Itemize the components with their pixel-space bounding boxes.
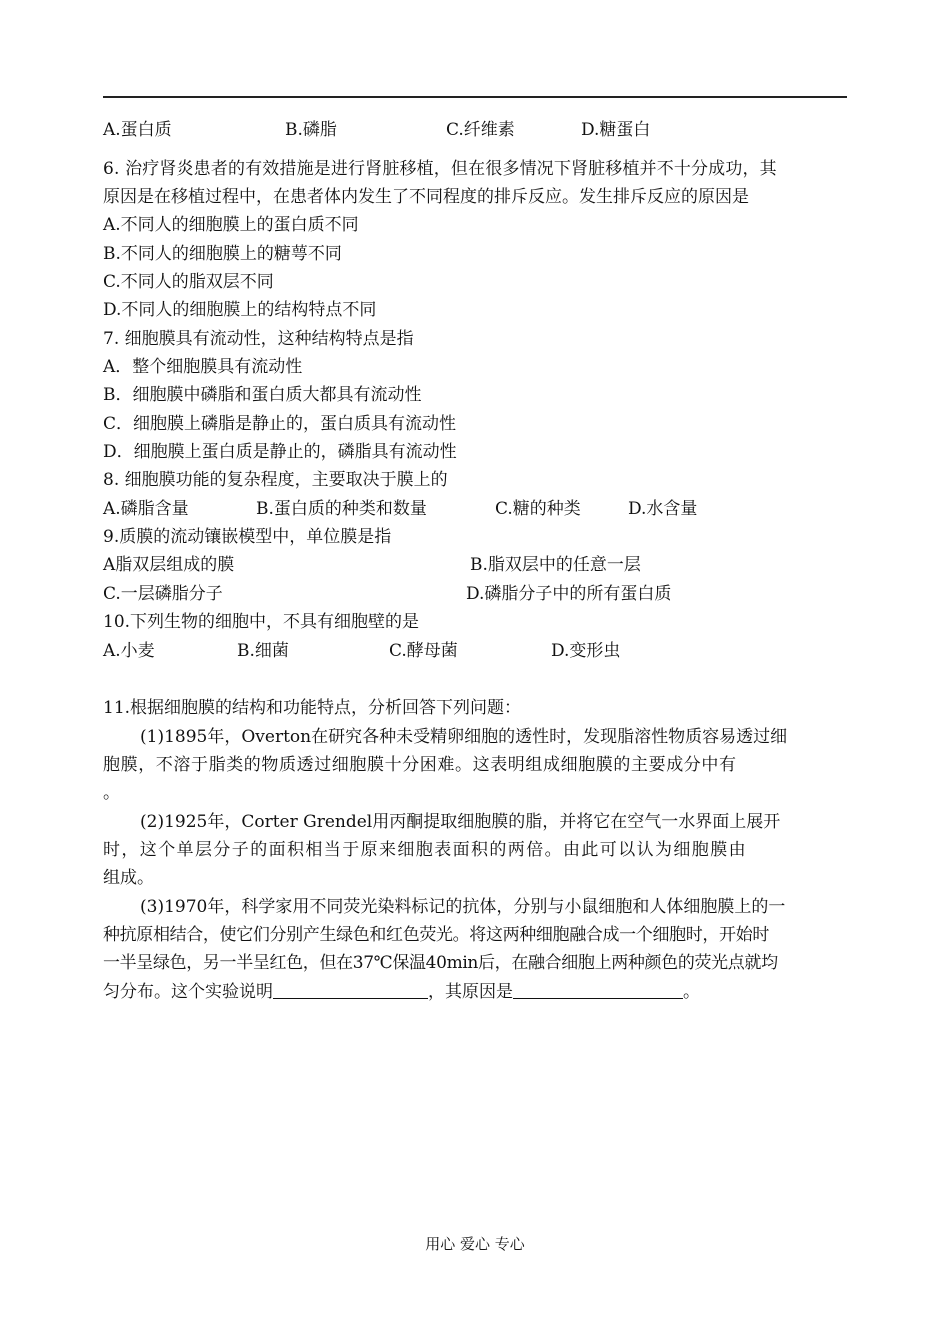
q11-part3-text-a: 匀分布。这个实验说明 [103, 982, 273, 1002]
q11-part1-line-1: (1)1895年，Overton在研究各种未受精卵细胞的透性时，发现脂溶性物质容易透过细 [140, 727, 788, 747]
q11-part3-text-b: ，其原因是 [428, 982, 513, 1002]
header-rule [103, 96, 847, 98]
q6-option-c: C.不同人的脂双层不同 [103, 272, 274, 292]
q6-option-d: D.不同人的细胞膜上的结构特点不同 [103, 300, 377, 320]
answer-blank-2[interactable] [513, 981, 683, 999]
page-footer: 用心 爱心 专心 [425, 1235, 525, 1253]
q7-option-b: B．细胞膜中磷脂和蛋白质大都具有流动性 [103, 385, 422, 405]
q11-part3-line-1: (3)1970年，科学家用不同荧光染料标记的抗体，分别与小鼠细胞和人体细胞膜上的一 [140, 897, 786, 917]
q10-stem: 10.下列生物的细胞中，不具有细胞壁的是 [103, 612, 420, 632]
q9-option-c: C.一层磷脂分子 [103, 584, 223, 604]
answer-blank-1[interactable] [273, 981, 428, 999]
q8-option-a: A.磷脂含量 [103, 499, 189, 519]
q10-option-c: C.酵母菌 [389, 641, 458, 661]
q11-part3-text-c: 。 [683, 982, 700, 1002]
q9-option-d: D.磷脂分子中的所有蛋白质 [466, 584, 672, 604]
q8-option-c: C.糖的种类 [495, 499, 581, 519]
q9-option-a: A脂双层组成的膜 [103, 555, 235, 575]
q11-part1-line-2: 胞膜，不溶于脂类的物质透过细胞膜十分困难。这表明组成细胞膜的主要成分中有 [103, 755, 737, 775]
q6-stem-line-1: 6. 治疗肾炎患者的有效措施是进行肾脏移植，但在很多情况下肾脏移植并不十分成功，其 [103, 159, 777, 179]
q9-option-b: B.脂双层中的任意一层 [470, 555, 641, 575]
q11-part2-line-2: 时，这个单层分子的面积相当于原来细胞表面积的两倍。由此可以认为细胞膜由 [103, 840, 747, 860]
q10-option-a: A.小麦 [103, 641, 155, 661]
q8-option-d: D.水含量 [628, 499, 698, 519]
q5-option-b: B.磷脂 [285, 120, 337, 140]
q9-stem: 9.质膜的流动镶嵌模型中，单位膜是指 [103, 527, 392, 547]
q5-option-d: D.糖蛋白 [581, 120, 651, 140]
q8-stem: 8. 细胞膜功能的复杂程度，主要取决于膜上的 [103, 470, 448, 490]
q7-option-d: D．细胞膜上蛋白质是静止的，磷脂具有流动性 [103, 442, 457, 462]
q7-option-c: C．细胞膜上磷脂是静止的，蛋白质具有流动性 [103, 414, 457, 434]
q6-stem-line-2: 原因是在移植过程中，在患者体内发生了不同程度的排斥反应。发生排斥反应的原因是 [103, 187, 749, 207]
q10-option-d: D.变形虫 [551, 641, 621, 661]
q11-part3-line-3: 一半呈绿色，另一半呈红色，但在37℃保温40min后，在融合细胞上两种颜色的荧光点就均 [103, 953, 778, 973]
q10-option-b: B.细菌 [237, 641, 289, 661]
q11-part3-line-2: 种抗原相结合，使它们分别产生绿色和红色荧光。将这两种细胞融合成一个细胞时，开始时 [103, 925, 769, 945]
q5-option-a: A.蛋白质 [103, 120, 172, 140]
q11-stem: 11.根据细胞膜的结构和功能特点，分析回答下列问题： [103, 698, 522, 718]
q7-stem: 7. 细胞膜具有流动性，这种结构特点是指 [103, 329, 414, 349]
q11-part2-line-3: 组成。 [103, 868, 154, 888]
q11-part1-line-3: 。 [103, 783, 120, 803]
q6-option-a: A.不同人的细胞膜上的蛋白质不同 [103, 215, 359, 235]
q11-part3-line-4 [103, 981, 700, 1003]
q8-option-b: B.蛋白质的种类和数量 [256, 499, 427, 519]
q11-part2-line-1: (2)1925年，Corter Grendel用丙酮提取细胞膜的脂，并将它在空气一水界面上展开 [140, 812, 781, 832]
q6-option-b: B.不同人的细胞膜上的糖萼不同 [103, 244, 342, 264]
q5-option-c: C.纤维素 [446, 120, 515, 140]
q7-option-a: A．整个细胞膜具有流动性 [103, 357, 303, 377]
